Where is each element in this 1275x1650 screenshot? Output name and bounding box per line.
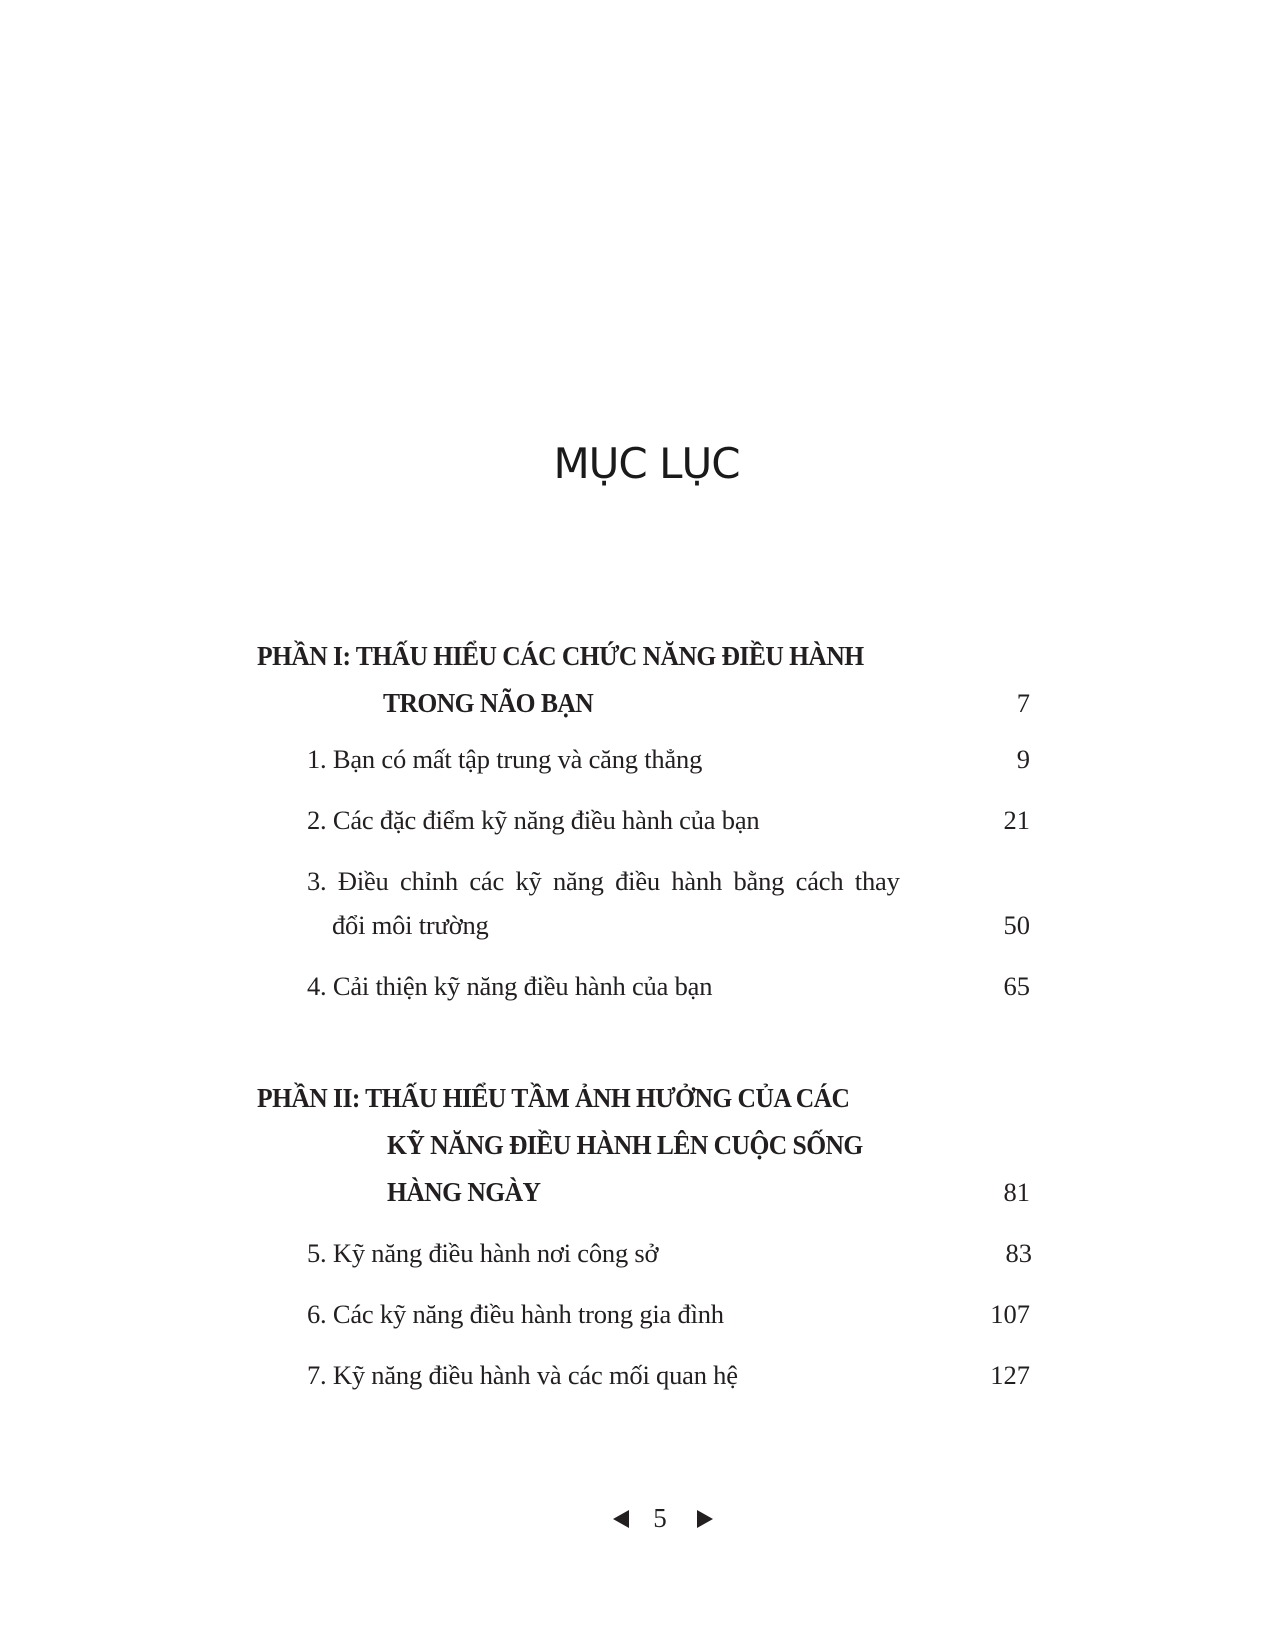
chapter-3-title-line-2[interactable]: đổi môi trường (332, 910, 489, 940)
page-navigation (0, 1500, 1275, 1540)
chapter-5-title[interactable]: 5. Kỹ năng điều hành nơi công sở (307, 1238, 659, 1268)
part-2-page-number[interactable]: 81 (1003, 1177, 1030, 1207)
part-1-heading-line-2[interactable]: TRONG NÃO BẠN (383, 687, 594, 718)
next-page-triangle-icon[interactable] (697, 1510, 713, 1528)
chapter-3-title-line-1[interactable]: 3. Điều chỉnh các kỹ năng điều hành bằng cách thay (307, 866, 900, 896)
chapter-7-page-number[interactable]: 127 (990, 1360, 1030, 1390)
chapter-7-title[interactable]: 7. Kỹ năng điều hành và các mối quan hệ (307, 1360, 738, 1390)
chapter-5-page-number[interactable]: 83 (1005, 1238, 1032, 1268)
chapter-4-title[interactable]: 4. Cải thiện kỹ năng điều hành của bạn (307, 971, 713, 1001)
part-2-heading-line-1[interactable]: PHẦN II: THẤU HIỂU TẦM ẢNH HƯỞNG CỦA CÁC (257, 1082, 850, 1113)
chapter-6-title[interactable]: 6. Các kỹ năng điều hành trong gia đình (307, 1299, 724, 1329)
previous-page-triangle-icon[interactable] (613, 1510, 629, 1528)
chapter-3-page-number[interactable]: 50 (1003, 910, 1030, 940)
chapter-2-page-number[interactable]: 21 (1003, 805, 1030, 835)
chapter-1-title[interactable]: 1. Bạn có mất tập trung và căng thẳng (307, 744, 703, 774)
page-number: 5 (653, 1503, 667, 1533)
page-title: MỤC LỤC (553, 439, 740, 488)
part-1-page-number[interactable]: 7 (1016, 688, 1030, 718)
chapter-6-page-number[interactable]: 107 (990, 1299, 1030, 1329)
chapter-2-title[interactable]: 2. Các đặc điểm kỹ năng điều hành của bạn (307, 805, 760, 835)
part-2-heading-line-2[interactable]: KỸ NĂNG ĐIỀU HÀNH LÊN CUỘC SỐNG (387, 1129, 863, 1160)
part-1-heading-line-1[interactable]: PHẦN I: THẤU HIỂU CÁC CHỨC NĂNG ĐIỀU HÀNH (257, 640, 864, 671)
part-2-heading-line-3[interactable]: HÀNG NGÀY (387, 1176, 541, 1207)
chapter-1-page-number[interactable]: 9 (1016, 744, 1030, 774)
chapter-4-page-number[interactable]: 65 (1003, 971, 1030, 1001)
